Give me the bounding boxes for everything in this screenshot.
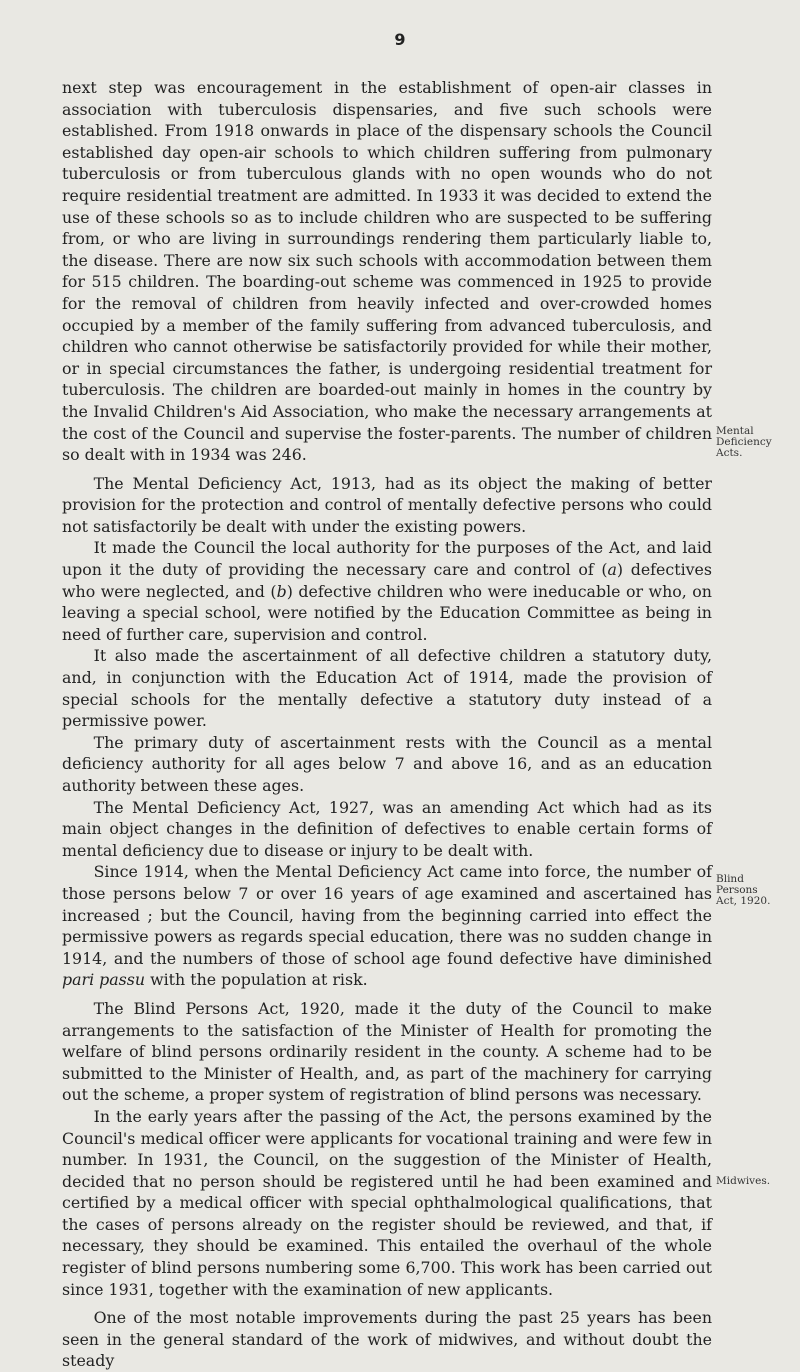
blind-persons-section — [62, 998, 712, 1300]
paragraph-amending-act-1927: The Mental Deficiency Act, 1927, was an amending Act which had as its main object changes in the definition of defectives to enable certain forms of mental deficiency due to disease or injury to be dealt with. — [62, 797, 712, 860]
margin-note-line: Mental — [716, 425, 754, 437]
margin-note-line: Blind — [716, 873, 744, 885]
paragraph-midwives: One of the most notable improvements during the past 25 years has been seen in the general standard of the work of midwives, and without doubt the steady — [62, 1308, 712, 1371]
tuberculosis-section — [62, 77, 712, 466]
page-body — [62, 77, 712, 1372]
margin-note-blind-persons — [716, 874, 796, 907]
paragraph-blind-persons-act: The Blind Persons Act, 1920, made it the duty of the Council to make arrangements to the satisfaction of the Minister of Health for promoting the welfare of blind persons ordinarily resident in the county. A scheme had to be submitted to the Minister of Health, and, as part of the machinery for carrying out the scheme, a proper system of registration of blind persons was necessary. — [62, 998, 712, 1105]
margin-note-midwives — [716, 1176, 796, 1187]
mental-deficiency-section — [62, 473, 712, 991]
paragraph-since-1914: Since 1914, when the Mental Deficiency Act came into force, the number of those persons below 7 or over 16 years of age examined and ascertained has increased ; but the Council, having from the beginning carried into effect the permissive powers as regards special education, there was no sudden change in 1914, and the numbers of those of school age found defective have diminished pari passu with the population at risk. — [62, 862, 712, 990]
margin-note-line: Persons — [716, 884, 758, 896]
margin-note-line: Deficiency — [716, 436, 772, 448]
paragraph-local-authority-duties: It made the Council the local authority for the purposes of the Act, and laid upon it the duty of providing the necessary care and control of (a) defectives who were neglected, and (b) defective children who were ineducable or who, on leaving a special school, were notified by the Education Committee as being in need of further care, supervision and control. — [62, 538, 713, 644]
page-number: 9 — [394, 30, 406, 49]
paragraph-mental-deficiency-act-1913: The Mental Deficiency Act, 1913, had as its object the making of better provision for the protection and control of mentally defective persons who could not satisfactorily be dealt with under the existing powers. — [62, 473, 712, 536]
midwives-section — [62, 1307, 712, 1372]
margin-note-line: Act, 1920. — [716, 895, 771, 907]
paragraph-primary-duty: The primary duty of ascertainment rests with the Council as a mental deficiency authority for all ages below 7 and above 16, and as an education authority between these ages. — [62, 732, 712, 795]
margin-note-mental-deficiency — [716, 426, 796, 459]
margin-note-line: Midwives. — [716, 1175, 771, 1187]
margin-note-line: Acts. — [716, 447, 743, 459]
paragraph-early-years: In the early years after the passing of the Act, the persons examined by the Council's medical officer were applicants for vocational training and were few in number. In 1931, the Council, on the suggestion of the Minister of Health, decided that no person should be registered until he had been examined and certified by a medical officer with special ophthalmological qualifications, that the cases of persons already on the register should be reviewed, and that, if necessary, they should be examined. This entailed the overhaul of the whole register of blind persons numbering some 6,700. This work has been carried out since 1931, together with the examination of new applicants. — [62, 1106, 712, 1299]
paragraph-ascertainment-duty: It also made the ascertainment of all defective children a statutory duty, and, in conjunction with the Education Act of 1914, made the provision of special schools for the mentally defective a statutory duty instead of a permissive power. — [62, 646, 712, 731]
paragraph-open-air-schools: next step was encouragement in the establishment of open-air classes in association with tuberculosis dispensaries, and five such schools were established. From 1918 onwards in place of the dispensary schools the Council established day open-air schools to which children suffering from pulmonary tuberculosis or from tuberculous glands with no open wounds who do not require residential treatment are admitted. In 1933 it was decided to extend the use of these schools so as to include children who are suspected to be suffering from, or who are living in surroundings rendering them particularly liable to, the disease. There are now six such schools with accommodation between them for 515 children. The boarding-out scheme was commenced in 1925 to provide for the removal of children from heavily infected and over-crowded homes occupied by a member of the family suffering from advanced tuberculosis, and children who cannot otherwise be satisfactorily provided for while their mother, or in special circumstances the father, is undergoing residential treatment for tuberculosis. The children are boarded-out mainly in homes in the country by the Invalid Children's Aid Association, who make the necessary arrangements at the cost of the Council and supervise the foster-parents. The number of children so dealt with in 1934 was 246. — [62, 78, 712, 465]
